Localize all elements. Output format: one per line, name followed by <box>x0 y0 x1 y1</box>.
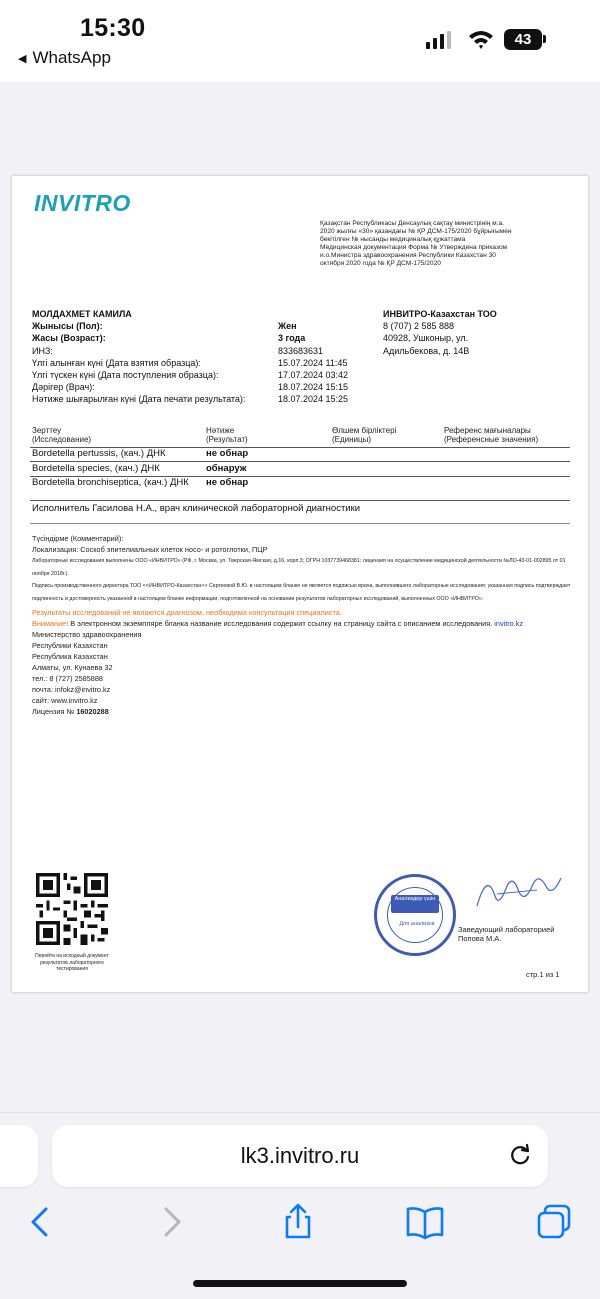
patient-name-spacer <box>278 308 348 320</box>
ministry-line: почта: infokz@invitro.kz <box>32 685 111 694</box>
sample-received-label: Үлгі түскен күні (Дата поступления образца): <box>32 370 219 381</box>
reload-icon[interactable] <box>507 1142 533 1168</box>
back-to-whatsapp[interactable] <box>18 48 111 68</box>
patient-name: МОЛДАХМЕТ КАМИЛА <box>32 309 132 319</box>
cellular-signal-icon <box>426 31 451 49</box>
lab-phone: 8 (707) 2 585 888 <box>383 321 455 332</box>
qr-code[interactable] <box>36 873 108 945</box>
lab-address-2: Адильбекова, д. 14В <box>383 345 470 356</box>
invitro-logo: INVITRO <box>34 190 131 216</box>
sample-taken-value: 15.07.2024 11:45 <box>278 357 348 368</box>
attention-note <box>32 618 572 629</box>
signer-name: Попова М.А. <box>458 934 502 943</box>
col-header-line: Нәтиже <box>206 426 235 435</box>
ministry-line: Республика Казахстан <box>32 652 108 661</box>
legal-line: октября 2020 года № ҚР ДСМ-175/2020 <box>320 260 441 267</box>
bookmarks-icon[interactable] <box>405 1203 445 1241</box>
col-header-line: (Единицы) <box>332 435 372 444</box>
stamp-badge: Анализдер үшін <box>391 895 439 913</box>
forward-icon[interactable] <box>152 1203 192 1241</box>
lab-name: ИНВИТРО-Казахстан ТОО <box>383 309 497 319</box>
share-icon[interactable] <box>278 1203 318 1241</box>
ministry-line: тел.: 8 (727) 2585888 <box>32 674 103 683</box>
signature <box>467 866 567 916</box>
patient-values <box>278 308 348 406</box>
patient-labels <box>32 308 245 406</box>
url-text[interactable]: lk3.invitro.ru <box>240 1143 360 1168</box>
small-print-1: Лабораторные исследования выполнены ООО «ИНВИТРО» (РФ, г. Москва, ул. Тверская-Ямская, д.16, корп.3; ОГРН 1037739468381; лицензия на осуществление медицинской деятельности №ЛО-43-01-002895 от 01 ноября 2018г.). <box>32 558 566 577</box>
ministry-line: Республики Казахстан <box>32 641 108 650</box>
legal-line: Қазақстан Республикасы Денсаулық сақтау министрінің м.а. <box>320 220 505 227</box>
executor: Исполнитель Гасилова Н.А., врач клинической лабораторной диагностики <box>32 503 361 514</box>
small-print-2: Подпись производственного директора ТОО <<ИНВИТРО-Казахстан>> Сергеевой В.Ю. в настоящем бланке не является подписью врача, выполнившего лабораторные исследования; указанная подпись подтверждает подлинность и достоверность указанной в настоящем бланке информации, подготовленной на основании результатов лабораторных исследований, выполненных ООО «ИНВИТРО». <box>32 583 571 602</box>
attention-text: В электронном экземпляре бланка название исследования содержит ссылку на страницу сайта с описанием исследования. <box>68 619 495 628</box>
wifi-icon <box>468 28 494 50</box>
lab-address-1: 40928, Ушконыр, ул. <box>383 333 469 344</box>
attention-label: Внимание! <box>32 619 69 628</box>
back-triangle-icon: ◀ <box>18 52 27 65</box>
inz-value: 833683631 <box>278 345 324 356</box>
comments-title: Түсіндірме (Комментарий): <box>32 534 124 543</box>
col-header-line: (Референсные значения) <box>444 435 539 444</box>
section-rule <box>30 523 570 524</box>
print-date-label: Нәтиже шығарылған күні (Дата печати результата): <box>32 394 246 405</box>
laboratory-stamp <box>374 874 456 956</box>
signer-title: Заведующий лабораторией <box>458 925 555 934</box>
signer <box>458 925 554 943</box>
sex-label: Жынысы (Пол): <box>32 321 103 332</box>
legal-line: 2020 жылғы «30» қазандағы № ҚР ДСМ-175/2020 бұйрығымен <box>320 228 512 235</box>
inz-label: ИНЗ: <box>32 345 53 356</box>
col-header-line: (Результат) <box>206 435 248 444</box>
sex-value: Жен <box>278 321 297 332</box>
legal-line: и.о.Министра здравоохранения Республики Казахстан 30 <box>320 252 496 259</box>
status-bar <box>0 0 600 82</box>
home-indicator[interactable] <box>193 1280 407 1287</box>
status-time: 15:30 <box>80 14 146 42</box>
battery-level: 43 <box>504 29 542 50</box>
test-name[interactable]: Bordetella bronchiseptica, (кач.) ДНК <box>32 477 189 488</box>
tabs-icon[interactable] <box>534 1203 574 1241</box>
ministry-line: Министерство здравоохранения <box>32 630 142 639</box>
address-bar[interactable] <box>52 1125 548 1187</box>
test-result: обнаруж <box>206 463 247 474</box>
stamp-sub: Для анализов <box>399 921 435 927</box>
page-number: стр.1 из 1 <box>526 970 560 979</box>
legal-line: бекітілген № нысанды медициналық құжаттама <box>320 236 466 243</box>
license-label: Лицензия № <box>32 707 77 716</box>
comments-section <box>32 533 572 717</box>
ministry-line: Алматы, ул. Кунаева 32 <box>32 663 113 672</box>
table-rule <box>30 461 570 462</box>
col-header-line: Зерттеу <box>32 426 62 435</box>
localization: Локализация: Соскоб эпителиальных клеток носо- и ротоглотки, ПЦР <box>32 545 268 554</box>
diagnosis-warning: Результаты исследований не являются диагнозом, необходима консультация специалиста. <box>32 608 342 617</box>
legal-header <box>320 220 570 268</box>
table-rule <box>30 500 570 501</box>
lab-info <box>383 308 497 357</box>
back-icon[interactable] <box>20 1203 60 1241</box>
back-app-label: WhatsApp <box>32 48 111 67</box>
previous-tab-pill[interactable] <box>0 1125 38 1187</box>
sample-received-value: 17.07.2024 03:42 <box>278 370 349 381</box>
test-result: не обнар <box>206 448 249 459</box>
invitro-link[interactable]: invitro.kz <box>494 619 524 628</box>
ministry-line: сайт: www.invitro.kz <box>32 696 98 705</box>
sample-taken-label: Үлгі алынған күні (Дата взятия образца): <box>32 357 201 368</box>
age-value: 3 года <box>278 333 306 344</box>
license <box>32 706 572 717</box>
lab-result-document <box>12 176 588 992</box>
qr-caption: Перейти на исходный документ результатов лабораторного тестирования <box>35 953 109 972</box>
col-header-line: Өлшем бірліктері <box>332 426 397 435</box>
battery-tip <box>543 35 546 43</box>
col-header-line: Референс мағыналары <box>444 426 531 435</box>
col-header-reference <box>444 426 594 444</box>
legal-line: Медицинская документация Форма № Утверждена приказом <box>320 244 508 251</box>
col-header-test <box>32 426 182 444</box>
test-name[interactable]: Bordetella species, (кач.) ДНК <box>32 463 160 474</box>
test-result: не обнар <box>206 477 249 488</box>
test-name[interactable]: Bordetella pertussis, (кач.) ДНК <box>32 448 166 459</box>
age-label: Жасы (Возраст): <box>32 333 106 344</box>
doctor-value: 18.07.2024 15:15 <box>278 382 349 393</box>
license-number: 16020288 <box>76 707 109 716</box>
col-header-line: (Исследование) <box>32 435 92 444</box>
doctor-label: Дәрігер (Врач): <box>32 382 95 393</box>
print-date-value: 18.07.2024 15:25 <box>278 394 349 405</box>
